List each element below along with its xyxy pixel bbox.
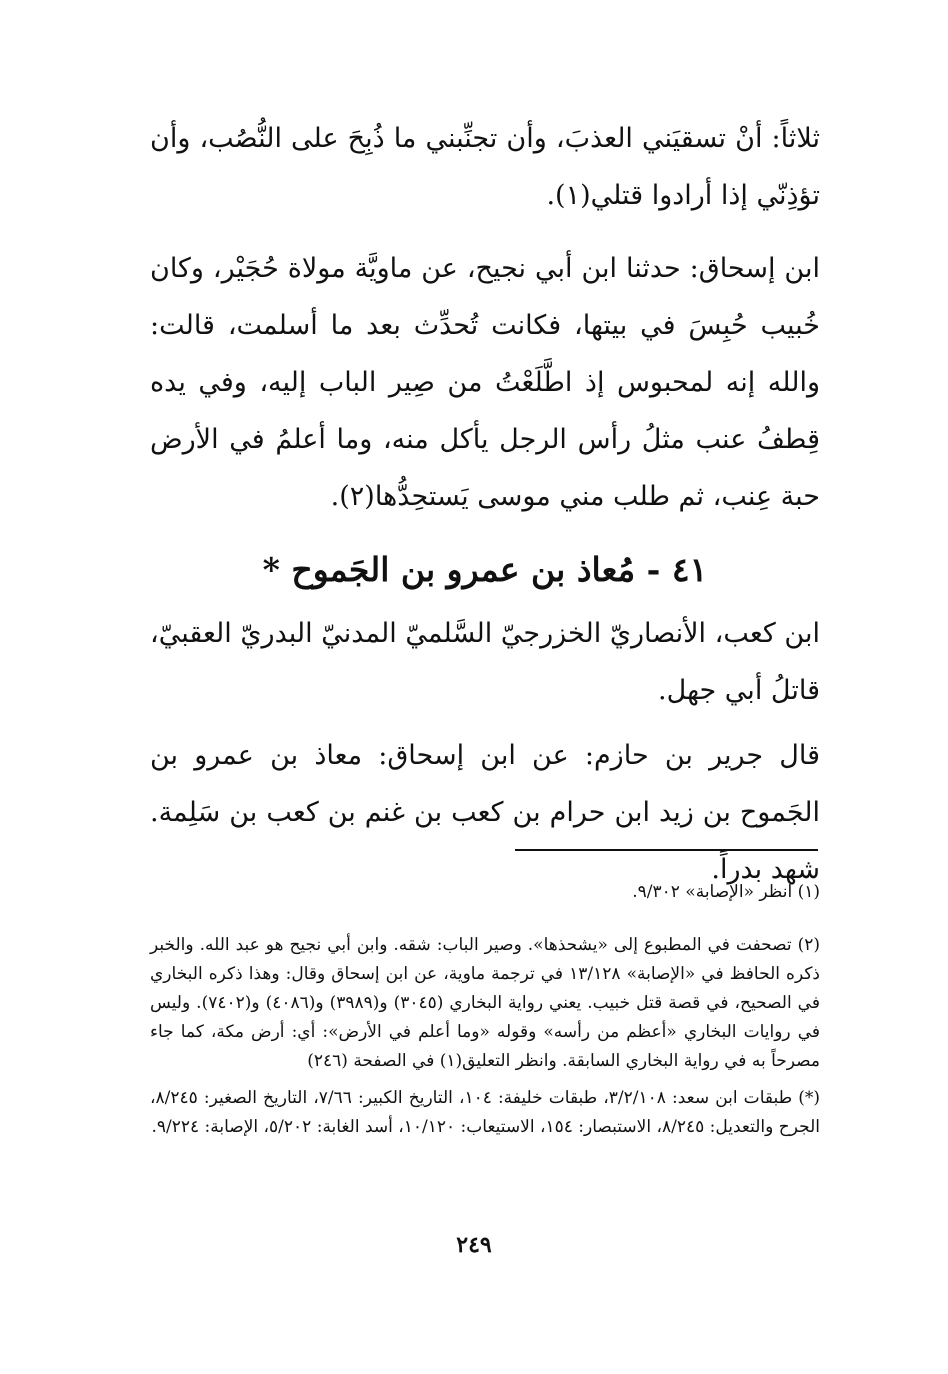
page-number: ٢٤٩ (456, 1232, 492, 1258)
footnote-star: (*) طبقات ابن سعد: ٣/٢/١٠٨، طبقات خليفة: ١٠٤، التاريخ الكبير: ٧/٦٦، التاريخ الصغير: ٨/٢٤٥، الجرح والتعديل: ٨/٢٤٥، الاستبصار: ١٥٤، الاستيعاب: ١٠/١٢٠، أسد الغابة: ٥/٢٠٢، الإصابة: ٩/٢٢٤. (150, 1088, 820, 1137)
footnote-1: (١) انظر «الإصابة» ٩/٣٠٢. (632, 882, 820, 902)
paragraph-2: ابن إسحاق: حدثنا ابن أبي نجيح، عن ماويَّة مولاة حُجَيْر، وكان خُبيب حُبِسَ في بيتها، فكانت تُحدِّث بعد ما أسلمت، قالت: والله إنه لمحبوس إذ اطَّلَعْتُ من صِير الباب إليه، وفي يده قِطفُ عنب مثلُ رأس الرجل يأكل منه، وما أعلمُ في الأرض حبة عِنب، ثم طلب مني موسى يَستحِدُّها(٢). (150, 253, 820, 512)
main-text (150, 110, 820, 898)
section-heading: ٤١ - مُعاذ بن عمرو بن الجَموح * (262, 550, 708, 589)
footnote-2: (٢) تصحفت في المطبوع إلى «يشحذها». وصير الباب: شقه. وابن أبي نجيح هو عبد الله. والخبر ذكره الحافظ في «الإصابة» ١٣/١٢٨ في ترجمة ماوية، عن ابن إسحاق وقال: وهذا ذكره البخاري في الصحيح، في قصة قتل خبيب. يعني رواية البخاري (٣٠٤٥) و(٣٩٨٩) و(٤٠٨٦) و(٧٤٠٢). وليس في روايات البخاري «أعظم من رأسه» وقوله «وما أعلم في الأرض»: أي: أرض مكة، كما جاء مصرحاً به في رواية البخاري السابقة. وانظر التعليق(١) في الصفحة (٢٤٦) (150, 935, 820, 1071)
paragraph-3: ابن كعب، الأنصاريّ الخزرجيّ السَّلميّ المدنيّ البدريّ العقبيّ، قاتلُ أبي جهل. (150, 618, 820, 706)
footnotes (150, 878, 820, 1142)
paragraph-4: قال جرير بن حازم: عن ابن إسحاق: معاذ بن عمرو بن الجَموح بن زيد ابن حرام بن كعب بن غنم بن كعب بن سَلِمة. شهد بدراً. (150, 740, 820, 885)
footnote-divider (515, 849, 818, 851)
paragraph-1: ثلاثاً: أنْ تسقيَني العذبَ، وأن تجنِّبني ما ذُبِحَ على النُّصُب، وأن تؤذِنّي إذا أرادوا قتلي(١). (150, 123, 820, 211)
